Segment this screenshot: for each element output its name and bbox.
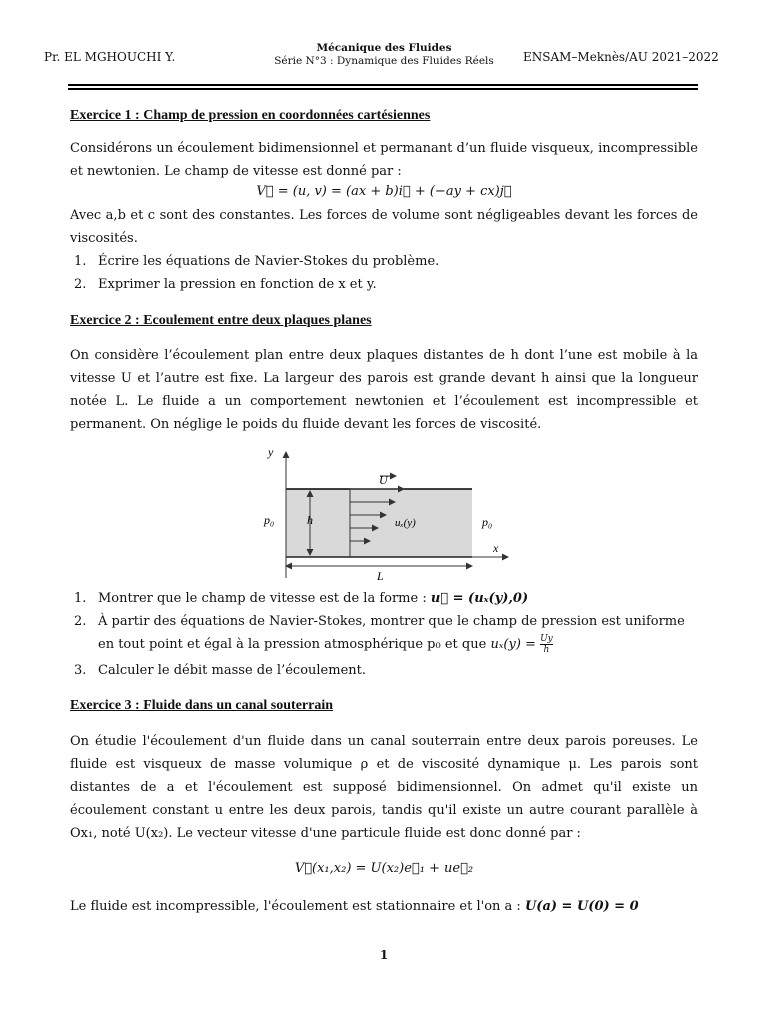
ex3-boundary-condition: U(a) = U(0) = 0 xyxy=(524,899,639,914)
header-rule xyxy=(68,84,698,86)
author: Pr. EL MGHOUCHI Y. xyxy=(44,50,176,64)
ex2-q2-equation: uₓ(y) = xyxy=(490,637,536,652)
ex2-question-1: 1. Montrer que le champ de vitesse est de la forme : u⃗ = (uₓ(y),0) xyxy=(74,591,529,606)
ex1-paragraph-2: Avec a,b et c sont des constantes. Les forces de volume sont négligeables devant les forces de viscosités. xyxy=(70,208,698,246)
ex1-paragraph: Considérons un écoulement bidimensionnel et permanant d’un fluide visqueux, incompressible et newtonien. Le champ de vitesse est donné par : xyxy=(70,141,698,179)
ex2-q1-equation: u⃗ = (uₓ(y),0) xyxy=(430,591,529,606)
ex2-paragraph: On considère l’écoulement plan entre deux plaques distantes de h dont l’une est mobile à la vitesse U et l’autre est fixe. La largeur des parois est grande devant h ainsi que la longueur notée L. Le fluide a un comportement newtonien et l’écoulement est incompressible et permanent. On néglige le poids du fluide devant les forces de viscosité. xyxy=(70,348,698,432)
ex2-q2-fraction: $\frac{Uy}{h}$ xyxy=(540,634,553,655)
p0-left-label: p₀ xyxy=(264,513,275,527)
ex2-question-2: 2. À partir des équations de Navier-Stokes, montrer que le champ de pression est uniforme en tout point et égal à la pression atmosphérique p₀ et que uₓ(y) = $\frac{Uy}{h}$ xyxy=(74,614,685,655)
ex2-title: Exercice 2 : Ecoulement entre deux plaques planes xyxy=(70,313,372,328)
ex3-paragraph: On étudie l'écoulement d'un fluide dans un canal souterrain entre deux parois poreuses. Le fluide est visqueux de masse volumique ρ et de viscosité dynamique μ. Les parois sont distantes de a et l'écoulement est supposé bidimensionnel. On admet qu'il existe un écoulement constant u entre les deux parois, tandis qu'il existe un autre courant parallèle à Ox₁, noté U(x₂). Le vecteur vitesse d'une particule fluide est donc donné par : xyxy=(70,734,698,841)
ex2-question-3: 3. Calculer le débit masse de l’écoulement. xyxy=(74,663,366,678)
U-label: U xyxy=(379,473,388,487)
course-title: Mécanique des Fluides xyxy=(316,42,452,54)
L-label: L xyxy=(377,569,384,583)
institution: ENSAM–Meknès/AU 2021–2022 xyxy=(523,50,719,64)
ex3-paragraph-2: Le fluide est incompressible, l'écoulement est stationnaire et l'on a : U(a) = U(0) = 0 xyxy=(70,899,639,914)
page-number: 1 xyxy=(379,948,389,962)
ex3-title: Exercice 3 : Fluide dans un canal souterrain xyxy=(70,698,334,713)
x-label: x xyxy=(493,541,499,555)
ex1-equation: V⃗ = (u, v) = (ax + b)i⃗ + (−ay + cx)j⃗ xyxy=(256,184,512,199)
fluid-region xyxy=(286,489,472,557)
ex1-question-2: 2. Exprimer la pression en fonction de x et y. xyxy=(74,277,377,292)
plates-flow-diagram xyxy=(250,440,520,585)
ex1-question-1: 1. Écrire les équations de Navier-Stokes du problème. xyxy=(74,254,440,269)
header-rule xyxy=(68,88,698,90)
h-label: h xyxy=(307,513,313,527)
y-label: y xyxy=(268,445,274,459)
ex1-title: Exercice 1 : Champ de pression en coordonnées cartésiennes xyxy=(70,108,431,123)
p0-right-label: p₀ xyxy=(482,515,493,529)
ex3-equation: V⃗(x₁,x₂) = U(x₂)e⃗₁ + ue⃗₂ xyxy=(294,861,474,876)
series-title: Série N°3 : Dynamique des Fluides Réels xyxy=(274,55,494,67)
ux-label: uₓ(y) xyxy=(395,517,416,529)
